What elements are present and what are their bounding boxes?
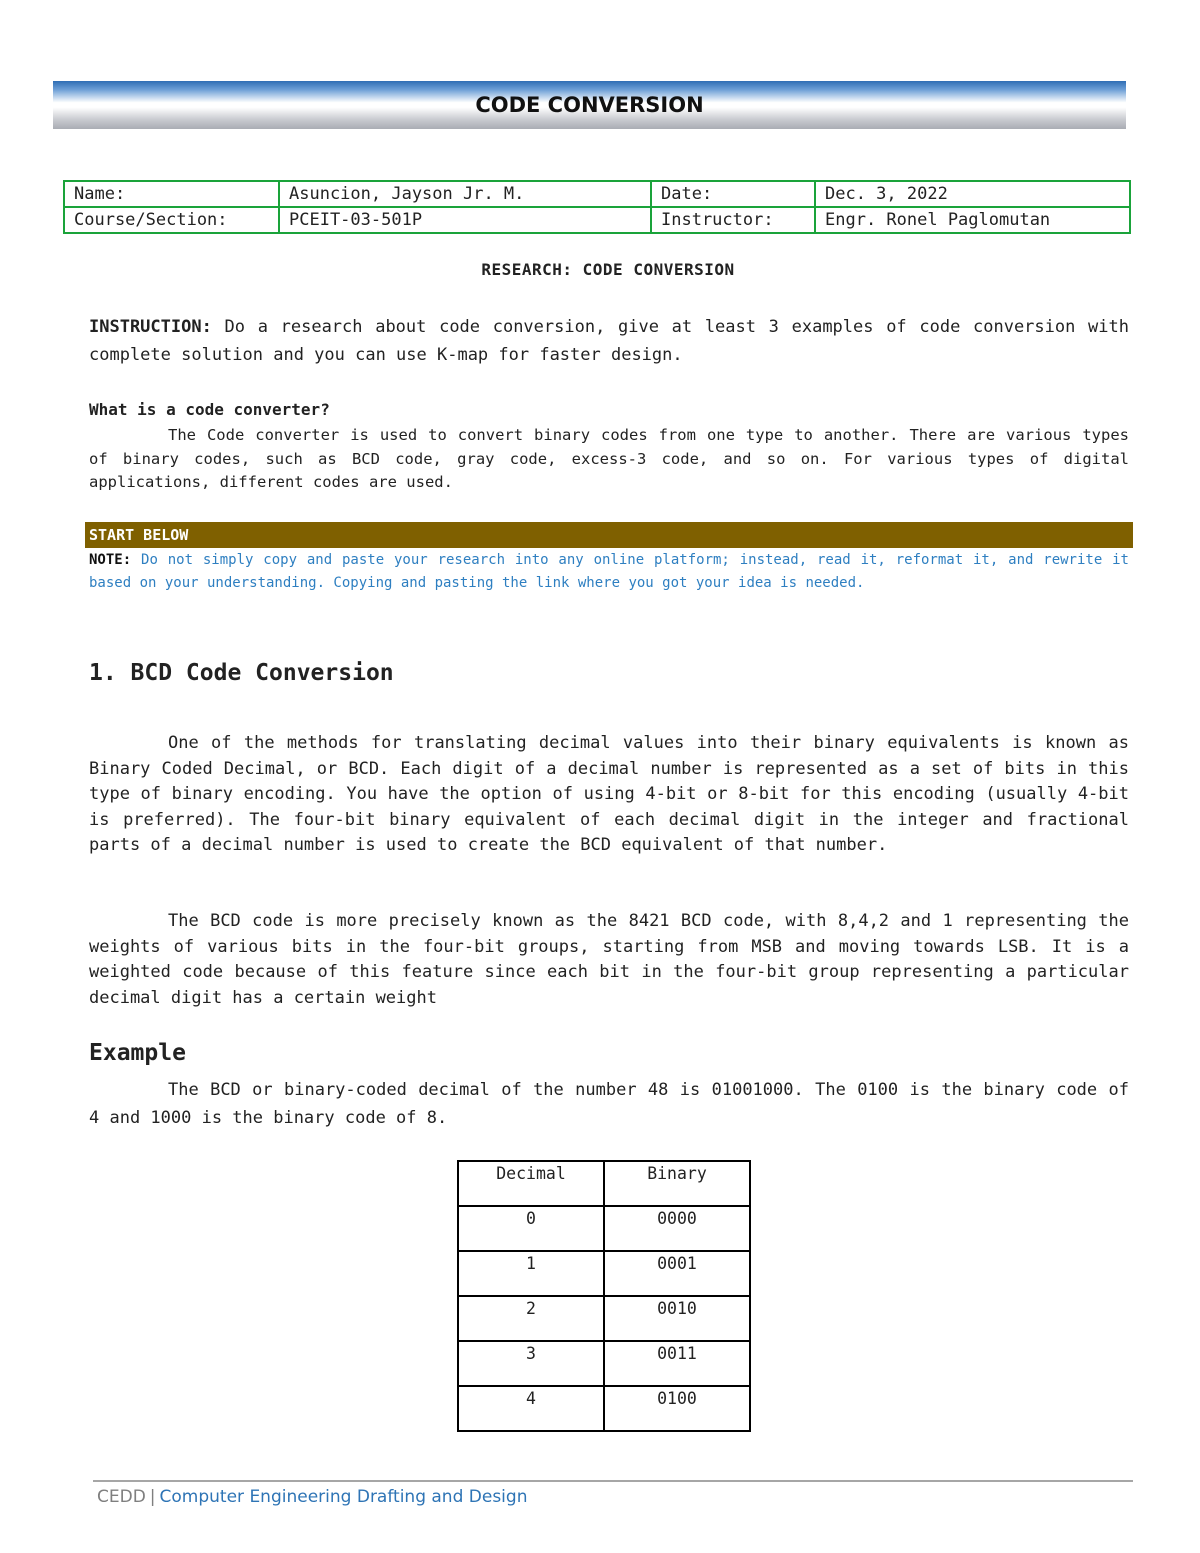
instruction-paragraph <box>89 313 1129 369</box>
binary-cell: 0000 <box>604 1206 750 1251</box>
decimal-cell: 0 <box>458 1206 604 1251</box>
table-row <box>458 1386 750 1431</box>
name-value: Asuncion, Jayson Jr. M. <box>279 181 651 207</box>
instruction-label: INSTRUCTION: <box>89 317 212 337</box>
page-footer <box>97 1487 527 1507</box>
date-value: Dec. 3, 2022 <box>815 181 1130 207</box>
course-value: PCEIT-03-501P <box>279 207 651 233</box>
bcd-table <box>457 1160 751 1432</box>
course-label: Course/Section: <box>64 207 279 233</box>
table-row <box>458 1296 750 1341</box>
note-label: NOTE: <box>89 552 132 568</box>
date-label: Date: <box>651 181 815 207</box>
instructor-label: Instructor: <box>651 207 815 233</box>
info-row-course <box>64 207 1130 233</box>
table-row <box>458 1341 750 1386</box>
footer-department: Computer Engineering Drafting and Design <box>159 1487 528 1507</box>
info-row-name <box>64 181 1130 207</box>
section-paragraph-1-text: One of the methods for translating decimal values into their binary equivalents is known as Binary Coded Decimal, or BCD. Each digit of a decimal number is represented as a set of bits in this type of binary encoding. You have the option of using 4-bit or 8-bit for this encoding (usually 4-bit is preferred). The four-bit binary equivalent of each decimal digit in the integer and fractional parts of a decimal number is used to create the BCD equivalent of that number. <box>89 733 1129 855</box>
note-paragraph <box>89 549 1129 594</box>
section-paragraph-2-text: The BCD code is more precisely known as the 8421 BCD code, with 8,4,2 and 1 representing the weights of various bits in the four-bit groups, starting from MSB and moving towards LSB. It is a weighted code because of this feature since each bit in the four-bit group representing a particular decimal digit has a certain weight <box>89 911 1129 1008</box>
header-binary: Binary <box>604 1161 750 1206</box>
header-decimal: Decimal <box>458 1161 604 1206</box>
example-text: The BCD or binary-coded decimal of the number 48 is 01001000. The 0100 is the binary code of 4 and 1000 is the binary code of 8. <box>89 1080 1129 1128</box>
footer-separator: | <box>149 1487 156 1507</box>
table-row <box>458 1206 750 1251</box>
document-title: CODE CONVERSION <box>475 93 704 117</box>
section-paragraph-1 <box>89 731 1129 859</box>
research-title: RESEARCH: CODE CONVERSION <box>481 260 735 279</box>
name-label: Name: <box>64 181 279 207</box>
what-is-text: The Code converter is used to convert binary codes from one type to another. There are various types of binary codes, such as BCD code, gray code, excess-3 code, and so on. For various types of digital applications, different codes are used. <box>89 426 1129 491</box>
binary-cell: 0011 <box>604 1341 750 1386</box>
start-below-bar: START BELOW <box>85 522 1133 548</box>
binary-cell: 0010 <box>604 1296 750 1341</box>
footer-abbreviation: CEDD <box>97 1487 146 1507</box>
title-banner <box>53 81 1126 129</box>
note-text: Do not simply copy and paste your research into any online platform; instead, read it, reformat it, and rewrite it based on your understanding. Copying and pasting the link where you got your idea is needed. <box>89 552 1129 591</box>
section-heading: 1. BCD Code Conversion <box>89 660 394 686</box>
instruction-text: Do a research about code conversion, give at least 3 examples of code conversion with complete solution and you can use K-map for faster design. <box>89 317 1129 365</box>
section-paragraph-2 <box>89 909 1129 1011</box>
decimal-cell: 4 <box>458 1386 604 1431</box>
what-is-heading: What is a code converter? <box>89 400 330 419</box>
decimal-cell: 3 <box>458 1341 604 1386</box>
table-row <box>458 1251 750 1296</box>
instructor-value: Engr. Ronel Paglomutan <box>815 207 1130 233</box>
table-header-row <box>458 1161 750 1206</box>
what-is-paragraph <box>89 424 1129 495</box>
example-paragraph <box>89 1076 1129 1132</box>
example-heading: Example <box>89 1040 186 1066</box>
decimal-cell: 1 <box>458 1251 604 1296</box>
footer-divider <box>93 1480 1133 1482</box>
binary-cell: 0100 <box>604 1386 750 1431</box>
student-info-table <box>63 180 1131 234</box>
decimal-cell: 2 <box>458 1296 604 1341</box>
binary-cell: 0001 <box>604 1251 750 1296</box>
